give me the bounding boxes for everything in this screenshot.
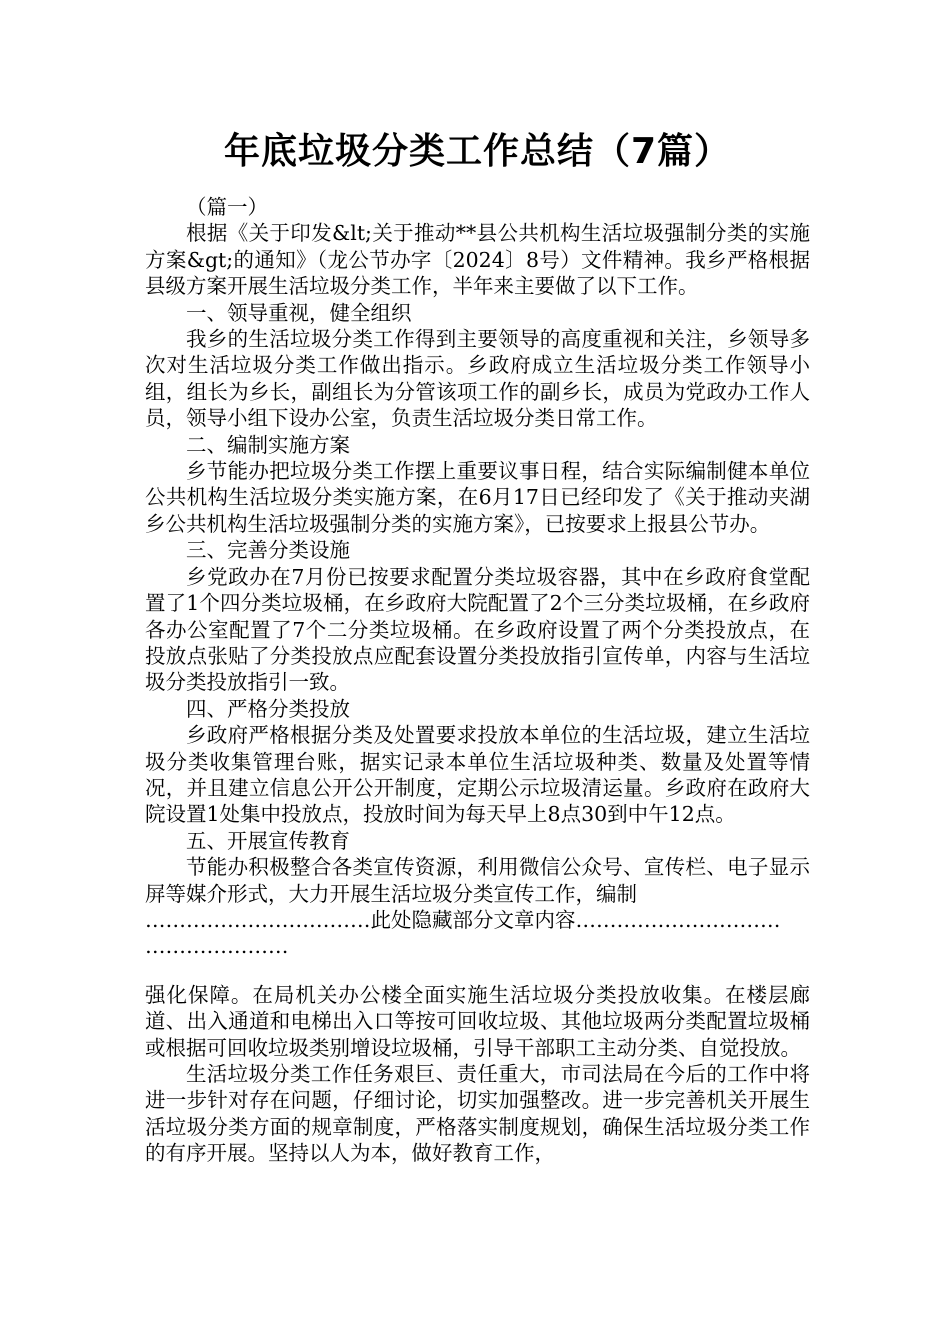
document-body-continued — [145, 982, 810, 1167]
section-heading: 五、开展宣传教育 — [186, 828, 350, 853]
paragraph: 乡党政办在7月份已按要求配置分类垃圾容器，其中在乡政府食堂配置了1个四分类垃圾桶，在乡政府大院配置了2个三分类垃圾桶，在乡政府各办公室配置了7个二分类垃圾桶。在乡政府设置了两个分类投放点，在投放点张贴了分类投放点应配套设置分类投放指引宣传单，内容与生活垃圾分类投放指引一致。 — [145, 564, 810, 695]
paragraph: 强化保障。在局机关办公楼全面实施生活垃圾分类投放收集。在楼层廊道、出入通道和电梯出入口等按可回收垃圾、其他垃圾两分类配置垃圾桶或根据可回收垃圾类别增设垃圾桶，引导干部职工主动分类、自觉投放。 — [145, 982, 810, 1060]
paragraph: 乡节能办把垃圾分类工作摆上重要议事日程，结合实际编制健本单位公共机构生活垃圾分类实施方案，在6月17日已经印发了《关于推动夹湖乡公共机构生活垃圾强制分类的实施方案》，已按要求上报县公节办。 — [145, 459, 810, 536]
paragraph: 节能办积极整合各类宣传资源，利用微信公众号、宣传栏、电子显示屏等媒介形式，大力开展生活垃圾分类宣传工作，编制 — [145, 855, 810, 906]
section-label: （篇一） — [186, 195, 268, 219]
section-heading: 三、完善分类设施 — [186, 538, 350, 563]
hidden-content-notice: ……………………………此处隐藏部分文章内容………………………… — [145, 907, 781, 932]
document-body — [145, 194, 810, 907]
paragraph: 根据《关于印发&lt;关于推动**县公共机构生活垃圾强制分类的实施方案&gt;的通知》（龙公节办字〔2024〕8号）文件精神。我乡严格根据县级方案开展生活垃圾分类工作，半年来主要做了以下工作。 — [145, 221, 810, 299]
spacer — [145, 960, 810, 982]
section-heading: 二、编制实施方案 — [186, 432, 350, 457]
document-title: 年底垃圾分类工作总结（7篇） — [223, 131, 732, 172]
document-page — [145, 128, 810, 1167]
paragraph: 乡政府严格根据分类及处置要求投放本单位的生活垃圾，建立生活垃圾分类收集管理台账，据实记录本单位生活垃圾种类、数量及处置等情况，并且建立信息公开公开制度，定期公示垃圾清运量。乡政府在政府大院设置1处集中投放点，投放时间为每天早上8点30到中午12点。 — [145, 723, 810, 827]
paragraph: 我乡的生活垃圾分类工作得到主要领导的高度重视和关注，乡领导多次对生活垃圾分类工作做出指示。乡政府成立生活垃圾分类工作领导小组，组长为乡长，副组长为分管该项工作的副乡长，成员为党政办工作人员，领导小组下设办公室，负责生活垃圾分类日常工作。 — [145, 327, 810, 431]
section-heading: 一、领导重视，健全组织 — [186, 300, 412, 325]
hidden-content-dots: ………………… — [145, 934, 289, 959]
paragraph: 生活垃圾分类工作任务艰巨、责任重大，市司法局在今后的工作中将进一步针对存在问题，仔细讨论，切实加强整改。进一步完善机关开展生活垃圾分类方面的规章制度，严格落实制度规划，确保生活垃圾分类工作的有序开展。坚持以人为本，做好教育工作， — [145, 1062, 810, 1166]
section-heading: 四、严格分类投放 — [186, 696, 350, 721]
